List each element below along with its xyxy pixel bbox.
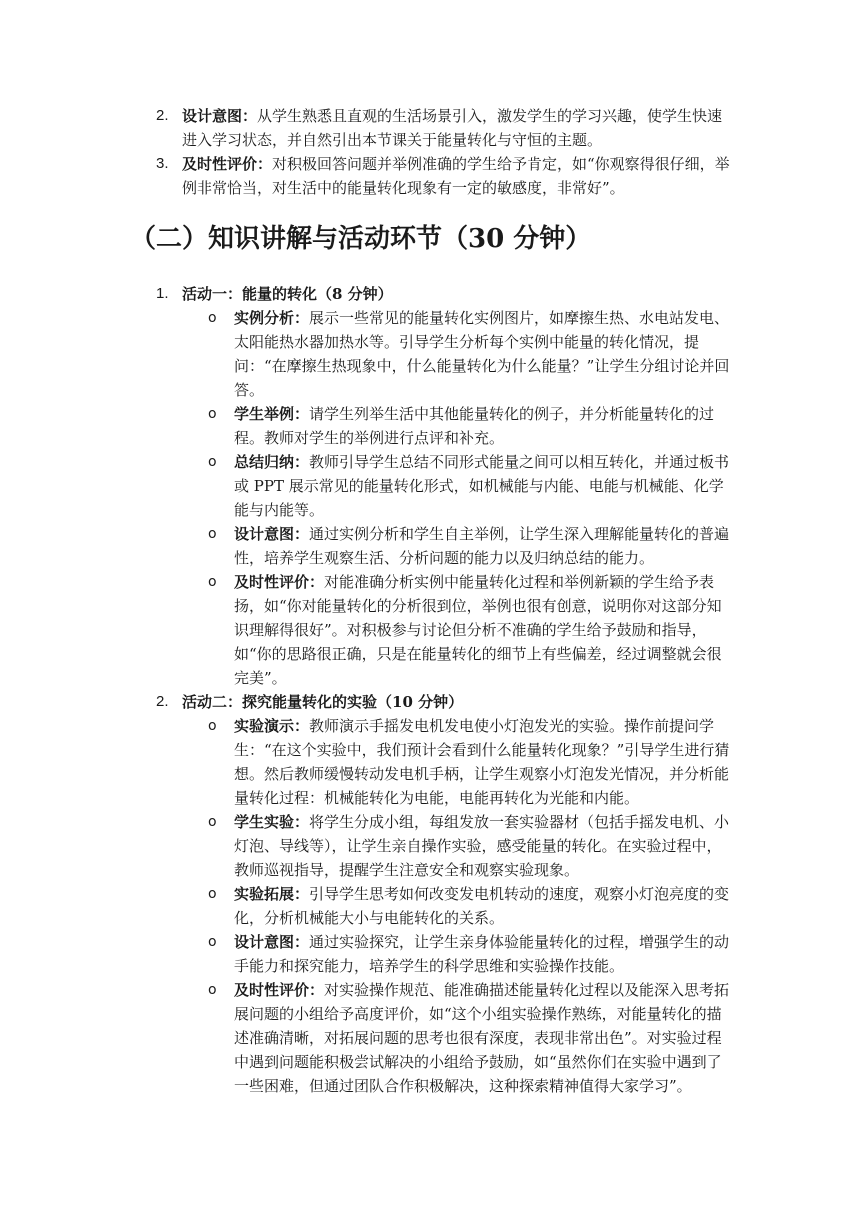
item-text: 通过实例分析和学生自主举例，让学生深入理解能量转化的普遍性，培养学生观察生活、分析问题的能力以及归纳总结的能力。: [234, 525, 730, 567]
item-label: 总结归纳：: [234, 453, 310, 471]
list-item-design-intent: [234, 522, 730, 570]
list-number: 2.: [156, 107, 169, 124]
list-item-design-intent: [182, 104, 730, 152]
list-item-timely-evaluation: [234, 978, 730, 1098]
item-label: 实验演示：: [234, 717, 310, 735]
list-item-student-experiment: [234, 810, 730, 882]
item-text: 通过实验探究，让学生亲身体验能量转化的过程，增强学生的动手能力和探究能力，培养学生的科学思维和实验操作技能。: [234, 933, 730, 975]
item-label: 实例分析：: [234, 309, 310, 327]
item-text: 对实验操作规范、能准确描述能量转化过程以及能深入思考拓展问题的小组给予高度评价，如“这个小组实验操作熟练，对能量转化的描述准确清晰，对拓展问题的思考也很有深度，表现非常出色”。对实验过程中遇到问题能积极尝试解决的小组给予鼓励，如“虽然你们在实验中遇到了一些困难，但通过团队合作积极解决，这种探索精神值得大家学习”。: [234, 981, 730, 1095]
bullet-icon: o: [208, 526, 217, 542]
bullet-icon: o: [208, 814, 217, 830]
list-item-student-examples: [234, 402, 730, 450]
bullet-icon: o: [208, 718, 217, 734]
bullet-icon: o: [208, 406, 217, 422]
item-text: 展示一些常见的能量转化实例图片，如摩擦生热、水电站发电、太阳能热水器加热水等。引导学生分析每个实例中能量的转化情况，提问：“在摩擦生热现象中，什么能量转化为什么能量？”让学生分组讨论并回答。: [234, 309, 730, 399]
bullet-icon: o: [208, 574, 217, 590]
list-item-timely-evaluation: [182, 152, 730, 200]
list-item-demo: [234, 714, 730, 810]
bullet-icon: o: [208, 982, 217, 998]
item-label: 设计意图：: [182, 107, 258, 125]
item-label: 设计意图：: [234, 933, 310, 951]
list-number: 3.: [156, 155, 169, 172]
item-text: 请学生列举生活中其他能量转化的例子，并分析能量转化的过程。教师对学生的举例进行点评和补充。: [234, 405, 715, 447]
item-label: 设计意图：: [234, 525, 310, 543]
item-label: 及时性评价：: [182, 155, 273, 173]
list-item-extension: [234, 882, 730, 930]
item-label: 及时性评价：: [234, 981, 325, 999]
item-text: 对积极回答问题并举例准确的学生给予肯定，如“你观察得很仔细，举例非常恰当，对生活中的能量转化现象有一定的敏感度，非常好”。: [182, 155, 730, 197]
list-item-summary: [234, 450, 730, 522]
item-text: 引导学生思考如何改变发电机转动的速度，观察小灯泡亮度的变化，分析机械能大小与电能转化的关系。: [234, 885, 730, 927]
list-number: 1.: [156, 285, 169, 302]
item-text: 对能准确分析实例中能量转化过程和举例新颖的学生给予表扬，如“你对能量转化的分析很到位，举例也很有创意，说明你对这部分知识理解得很好”。对积极参与讨论但分析不准确的学生给予鼓励和指导，如“你的思路很正确，只是在能量转化的细节上有些偏差，经过调整就会很完美”。: [234, 573, 722, 687]
item-text: 从学生熟悉且直观的生活场景引入，激发学生的学习兴趣，使学生快速进入学习状态，并自然引出本节课关于能量转化与守恒的主题。: [182, 107, 723, 149]
activity-1-title: 活动一：能量的转化（8 分钟）: [182, 285, 393, 303]
bullet-icon: o: [208, 886, 217, 902]
list-item-example-analysis: [234, 306, 730, 402]
list-item-design-intent: [234, 930, 730, 978]
bullet-icon: o: [208, 310, 217, 326]
item-text: 教师引导学生总结不同形式能量之间可以相互转化，并通过板书或 PPT 展示常见的能量转化形式，如机械能与内能、电能与机械能、化学能与内能等。: [234, 453, 730, 519]
list-number: 2.: [156, 693, 169, 710]
item-text: 将学生分成小组，每组发放一套实验器材（包括手摇发电机、小灯泡、导线等），让学生亲自操作实验，感受能量的转化。在实验过程中，教师巡视指导，提醒学生注意安全和观察实验现象。: [234, 813, 730, 879]
list-item-timely-evaluation: [234, 570, 730, 690]
item-label: 学生实验：: [234, 813, 310, 831]
item-text: 教师演示手摇发电机发电使小灯泡发光的实验。操作前提问学生：“在这个实验中，我们预计会看到什么能量转化现象？”引导学生进行猜想。然后教师缓慢转动发电机手柄，让学生观察小灯泡发光情况，并分析能量转化过程：机械能转化为电能，电能再转化为光能和内能。: [234, 717, 730, 807]
item-label: 实验拓展：: [234, 885, 310, 903]
bullet-icon: o: [208, 454, 217, 470]
item-label: 及时性评价：: [234, 573, 325, 591]
activity-2-title: 活动二：探究能量转化的实验（10 分钟）: [182, 693, 464, 711]
item-label: 学生举例：: [234, 405, 310, 423]
section-heading: （二）知识讲解与活动环节（30 分钟）: [130, 224, 592, 254]
bullet-icon: o: [208, 934, 217, 950]
